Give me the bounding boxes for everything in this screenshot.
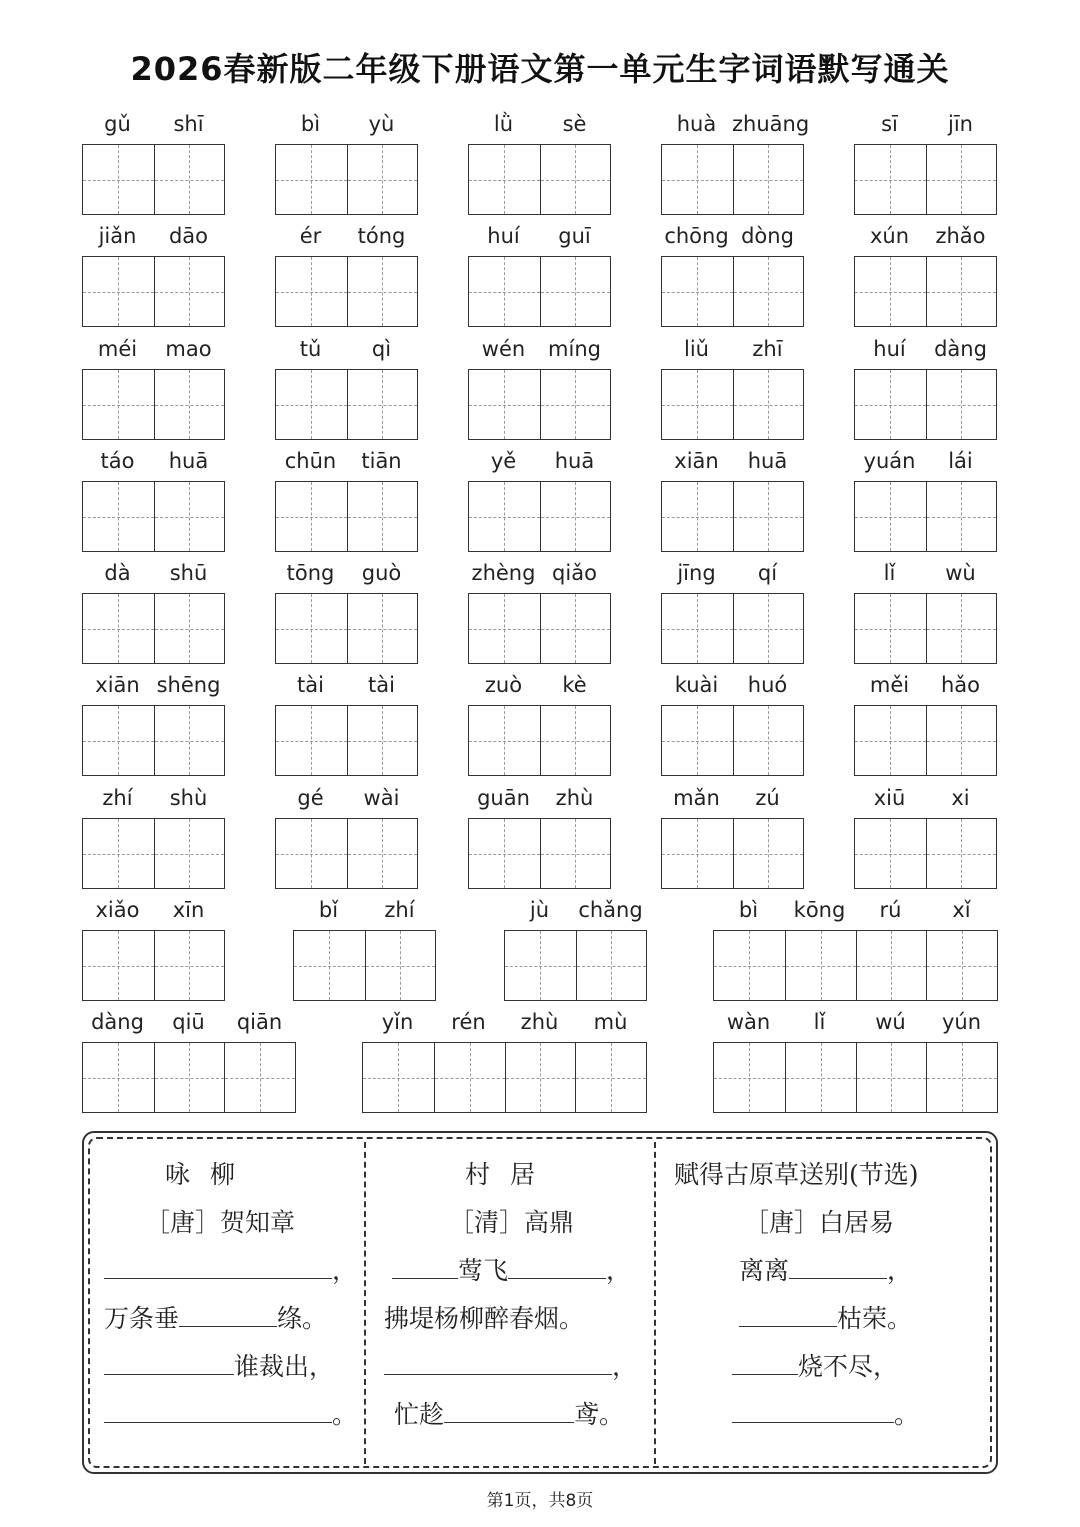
pinyin-label: qiū: [172, 1010, 205, 1034]
pinyin-label: bì: [738, 898, 759, 922]
pinyin-label: chōng: [664, 224, 729, 248]
answer-blank[interactable]: [104, 1256, 332, 1279]
pinyin-label: xún: [869, 224, 910, 248]
writing-cell[interactable]: [855, 145, 926, 214]
writing-cell[interactable]: [469, 594, 540, 663]
pinyin-label: huā: [168, 449, 209, 473]
poem-author: ［唐］白居易: [744, 1208, 895, 1237]
writing-cell[interactable]: [469, 706, 540, 775]
writing-cell[interactable]: [434, 1043, 505, 1112]
writing-cell[interactable]: [154, 594, 225, 663]
poem-line-1: 莺飞 ，: [392, 1256, 631, 1286]
writing-grid: [275, 705, 418, 776]
pinyin-label: mù: [593, 1010, 628, 1034]
pinyin-label: shū: [169, 561, 208, 585]
writing-cell[interactable]: [505, 1043, 576, 1112]
writing-cell[interactable]: [662, 370, 733, 439]
writing-grid: [661, 369, 804, 440]
pinyin-label: zhí: [102, 786, 133, 810]
writing-cell[interactable]: [662, 145, 733, 214]
writing-cell[interactable]: [540, 145, 611, 214]
pinyin-label: huó: [747, 673, 788, 697]
pinyin-label: guò: [361, 561, 402, 585]
writing-cell[interactable]: [540, 482, 611, 551]
writing-cell[interactable]: [733, 819, 804, 888]
pinyin-label: tài: [368, 673, 395, 697]
writing-cell[interactable]: [856, 931, 927, 1000]
writing-cell[interactable]: [926, 482, 997, 551]
writing-cell[interactable]: [154, 145, 225, 214]
pinyin-label: rén: [451, 1010, 486, 1034]
pinyin-label: táo: [100, 449, 135, 473]
writing-cell[interactable]: [733, 482, 804, 551]
writing-cell[interactable]: [83, 257, 154, 326]
pinyin-label: tōng: [286, 561, 335, 585]
pinyin-label: huí: [873, 337, 906, 361]
pinyin-label: wú: [875, 1010, 906, 1034]
poem-line-2: 枯荣。: [739, 1304, 912, 1334]
writing-grid: [82, 1042, 296, 1113]
writing-cell[interactable]: [785, 1043, 856, 1112]
pinyin-label: zhī: [752, 337, 783, 361]
writing-grid: [82, 481, 225, 552]
writing-grid: [854, 818, 997, 889]
writing-cell[interactable]: [540, 257, 611, 326]
pinyin-label: lǐ: [813, 1010, 826, 1034]
writing-cell[interactable]: [576, 931, 647, 1000]
pinyin-label: qiān: [236, 1010, 283, 1034]
writing-cell[interactable]: [926, 370, 997, 439]
writing-cell[interactable]: [154, 819, 225, 888]
writing-cell[interactable]: [276, 706, 347, 775]
writing-cell[interactable]: [469, 145, 540, 214]
pinyin-label: bǐ: [318, 898, 339, 922]
writing-grid: [468, 256, 611, 327]
writing-cell[interactable]: [714, 931, 785, 1000]
writing-cell[interactable]: [540, 706, 611, 775]
writing-cell[interactable]: [83, 1043, 154, 1112]
writing-cell[interactable]: [276, 370, 347, 439]
writing-grid: [854, 256, 997, 327]
pinyin-label: chūn: [284, 449, 337, 473]
pinyin-label: zhǎo: [935, 224, 986, 248]
writing-grid: [661, 705, 804, 776]
writing-grid: [468, 593, 611, 664]
writing-cell[interactable]: [154, 1043, 225, 1112]
pinyin-label: ér: [299, 224, 322, 248]
pinyin-label: wén: [481, 337, 526, 361]
writing-grid: [713, 1042, 998, 1113]
writing-grid: [293, 930, 436, 1001]
pinyin-label: gé: [297, 786, 324, 810]
writing-cell[interactable]: [855, 257, 926, 326]
writing-cell[interactable]: [926, 257, 997, 326]
pinyin-label: dàng: [91, 1010, 144, 1034]
writing-cell[interactable]: [785, 931, 856, 1000]
pinyin-label: sè: [562, 112, 587, 136]
pinyin-label: liǔ: [684, 337, 709, 361]
pinyin-label: yù: [368, 112, 395, 136]
writing-cell[interactable]: [714, 1043, 785, 1112]
writing-cell[interactable]: [662, 482, 733, 551]
pinyin-label: kōng: [793, 898, 846, 922]
writing-grid: [275, 144, 418, 215]
pinyin-label: tǔ: [299, 337, 322, 361]
writing-grid: [468, 369, 611, 440]
pinyin-label: huà: [676, 112, 717, 136]
pinyin-label: zú: [755, 786, 780, 810]
writing-grid: [82, 593, 225, 664]
pinyin-label: xi: [951, 786, 970, 810]
writing-cell[interactable]: [276, 482, 347, 551]
answer-blank[interactable]: [392, 1256, 458, 1279]
pinyin-label: xiū: [873, 786, 906, 810]
writing-grid: [468, 144, 611, 215]
writing-cell[interactable]: [926, 1043, 997, 1112]
writing-grid: [82, 818, 225, 889]
writing-grid: [468, 818, 611, 889]
writing-cell[interactable]: [855, 706, 926, 775]
pinyin-label: xiǎo: [95, 898, 140, 922]
pinyin-label: shēng: [156, 673, 221, 697]
writing-cell[interactable]: [363, 1043, 434, 1112]
pinyin-label: kè: [562, 673, 587, 697]
writing-grid: [661, 256, 804, 327]
answer-blank[interactable]: [732, 1400, 894, 1423]
writing-grid: [468, 705, 611, 776]
writing-cell[interactable]: [347, 594, 418, 663]
writing-cell[interactable]: [347, 257, 418, 326]
page-title: 2026春新版二年级下册语文第一单元生字词语默写通关: [130, 50, 950, 88]
pinyin-label: yě: [490, 449, 517, 473]
writing-cell[interactable]: [294, 931, 365, 1000]
answer-blank[interactable]: [104, 1352, 234, 1375]
pinyin-label: zhèng: [471, 561, 536, 585]
pinyin-label: guān: [477, 786, 530, 810]
writing-cell[interactable]: [926, 931, 997, 1000]
pinyin-label: qiǎo: [552, 561, 597, 585]
pinyin-label: shù: [169, 786, 208, 810]
pinyin-label: chǎng: [578, 898, 643, 922]
pinyin-label: wài: [363, 786, 400, 810]
pinyin-label: xiān: [674, 449, 719, 473]
writing-grid: [275, 256, 418, 327]
writing-cell[interactable]: [347, 819, 418, 888]
pinyin-label: měi: [869, 673, 910, 697]
pinyin-label: dòng: [741, 224, 794, 248]
poem-title: 村居: [465, 1160, 556, 1189]
pinyin-label: rú: [879, 898, 902, 922]
writing-grid: [854, 593, 997, 664]
poem-line-4: 。: [104, 1400, 357, 1430]
pinyin-label: xiān: [95, 673, 140, 697]
writing-cell[interactable]: [733, 257, 804, 326]
poem-line-2: 拂堤杨柳醉春烟。: [384, 1304, 585, 1333]
writing-cell[interactable]: [154, 257, 225, 326]
pinyin-label: huí: [487, 224, 520, 248]
writing-cell[interactable]: [855, 819, 926, 888]
poem-line-4: 。: [732, 1400, 919, 1430]
pinyin-label: dāo: [168, 224, 209, 248]
writing-grid: [82, 256, 225, 327]
answer-blank[interactable]: [179, 1304, 277, 1327]
pinyin-label: tài: [297, 673, 324, 697]
pinyin-label: tóng: [357, 224, 406, 248]
pinyin-label: lǐ: [883, 561, 896, 585]
pinyin-label: hǎo: [940, 673, 981, 697]
writing-grid: [82, 930, 225, 1001]
pinyin-label: zuò: [484, 673, 523, 697]
writing-cell[interactable]: [505, 931, 576, 1000]
answer-blank[interactable]: [104, 1400, 332, 1423]
writing-cell[interactable]: [733, 145, 804, 214]
writing-grid: [661, 593, 804, 664]
pinyin-label: jīn: [948, 112, 973, 136]
writing-grid: [362, 1042, 647, 1113]
writing-grid: [661, 144, 804, 215]
writing-cell[interactable]: [540, 370, 611, 439]
answer-blank[interactable]: [384, 1352, 612, 1375]
pinyin-label: qí: [757, 561, 778, 585]
writing-grid: [854, 481, 997, 552]
pinyin-label: bì: [300, 112, 321, 136]
pinyin-label: tiān: [361, 449, 402, 473]
writing-grid: [82, 144, 225, 215]
writing-cell[interactable]: [926, 145, 997, 214]
poem-line-3: 谁裁出，: [104, 1352, 334, 1382]
writing-cell[interactable]: [662, 257, 733, 326]
writing-grid: [854, 705, 997, 776]
pinyin-label: dàng: [934, 337, 987, 361]
poem-divider: [364, 1142, 366, 1464]
writing-cell[interactable]: [733, 706, 804, 775]
poem-line-4: 忙趁 鸢。: [394, 1400, 625, 1429]
answer-blank[interactable]: [739, 1304, 837, 1327]
writing-cell[interactable]: [469, 819, 540, 888]
pinyin-label: dà: [104, 561, 131, 585]
answer-blank[interactable]: [789, 1256, 887, 1279]
writing-cell[interactable]: [83, 145, 154, 214]
writing-cell[interactable]: [662, 706, 733, 775]
writing-cell[interactable]: [575, 1043, 646, 1112]
writing-cell[interactable]: [347, 370, 418, 439]
writing-cell[interactable]: [855, 482, 926, 551]
writing-cell[interactable]: [154, 370, 225, 439]
pinyin-label: qì: [371, 337, 392, 361]
pinyin-label: zhí: [384, 898, 415, 922]
pinyin-label: xǐ: [952, 898, 971, 922]
writing-cell[interactable]: [855, 594, 926, 663]
writing-cell[interactable]: [83, 819, 154, 888]
pinyin-label: zhù: [555, 786, 594, 810]
writing-grid: [854, 144, 997, 215]
writing-cell[interactable]: [83, 370, 154, 439]
writing-cell[interactable]: [662, 594, 733, 663]
answer-blank[interactable]: [444, 1400, 574, 1423]
writing-grid: [275, 818, 418, 889]
writing-cell[interactable]: [276, 145, 347, 214]
writing-cell[interactable]: [469, 482, 540, 551]
pinyin-label: huā: [554, 449, 595, 473]
writing-cell[interactable]: [224, 1043, 295, 1112]
pinyin-label: yún: [941, 1010, 982, 1034]
writing-grid: [713, 930, 998, 1001]
writing-grid: [275, 593, 418, 664]
writing-grid: [854, 369, 997, 440]
poem-line-3: ，: [384, 1352, 637, 1382]
pinyin-label: jīng: [677, 561, 716, 585]
poem-line-3: 烧不尽，: [732, 1352, 898, 1382]
writing-cell[interactable]: [662, 819, 733, 888]
writing-grid: [82, 705, 225, 776]
pinyin-label: huā: [747, 449, 788, 473]
pinyin-label: jiǎn: [98, 224, 137, 248]
writing-cell[interactable]: [347, 482, 418, 551]
pinyin-label: mǎn: [673, 786, 720, 810]
writing-cell[interactable]: [347, 706, 418, 775]
pinyin-label: míng: [548, 337, 601, 361]
writing-cell[interactable]: [365, 931, 436, 1000]
poem-title: 咏柳: [165, 1160, 256, 1189]
writing-cell[interactable]: [540, 594, 611, 663]
writing-cell[interactable]: [469, 370, 540, 439]
pinyin-label: zhuāng: [732, 112, 810, 136]
writing-cell[interactable]: [540, 819, 611, 888]
writing-cell[interactable]: [856, 1043, 927, 1112]
writing-grid: [275, 481, 418, 552]
writing-grid: [82, 369, 225, 440]
poem-line-1: 离离 ，: [739, 1256, 913, 1285]
pinyin-label: xīn: [172, 898, 205, 922]
writing-cell[interactable]: [926, 706, 997, 775]
writing-grid: [504, 930, 647, 1001]
pinyin-label: guī: [558, 224, 591, 248]
answer-blank[interactable]: [732, 1352, 798, 1375]
writing-cell[interactable]: [276, 819, 347, 888]
writing-cell[interactable]: [926, 594, 997, 663]
writing-cell[interactable]: [83, 931, 154, 1000]
poem-divider: [654, 1142, 656, 1464]
pinyin-label: kuài: [674, 673, 719, 697]
writing-cell[interactable]: [83, 594, 154, 663]
pinyin-label: yǐn: [381, 1010, 414, 1034]
pinyin-label: sī: [881, 112, 898, 136]
poem-author: ［清］高鼎: [449, 1208, 575, 1237]
pinyin-label: yuán: [863, 449, 916, 473]
pinyin-label: shī: [173, 112, 204, 136]
writing-cell[interactable]: [347, 145, 418, 214]
answer-blank[interactable]: [508, 1256, 606, 1279]
pinyin-label: mao: [165, 337, 212, 361]
poem-title: 赋得古原草送别(节选): [674, 1160, 919, 1189]
pinyin-label: lái: [948, 449, 973, 473]
pinyin-label: méi: [97, 337, 138, 361]
writing-cell[interactable]: [83, 482, 154, 551]
pinyin-label: zhù: [520, 1010, 559, 1034]
writing-cell[interactable]: [276, 257, 347, 326]
writing-cell[interactable]: [154, 482, 225, 551]
writing-grid: [468, 481, 611, 552]
pinyin-label: wàn: [726, 1010, 771, 1034]
writing-cell[interactable]: [926, 819, 997, 888]
poem-author: ［唐］贺知章: [145, 1208, 296, 1237]
writing-cell[interactable]: [733, 594, 804, 663]
poem-line-2: 万条垂 绦。: [104, 1304, 328, 1333]
writing-cell[interactable]: [855, 370, 926, 439]
writing-cell[interactable]: [83, 706, 154, 775]
pinyin-label: lǜ: [493, 112, 514, 136]
writing-cell[interactable]: [154, 931, 225, 1000]
pinyin-label: gǔ: [104, 112, 131, 136]
writing-grid: [661, 818, 804, 889]
writing-grid: [661, 481, 804, 552]
writing-cell[interactable]: [733, 370, 804, 439]
pinyin-label: jù: [529, 898, 550, 922]
poem-line-1: ，: [104, 1256, 357, 1286]
writing-cell[interactable]: [276, 594, 347, 663]
writing-cell[interactable]: [469, 257, 540, 326]
writing-cell[interactable]: [154, 706, 225, 775]
page-footer: 第1页，共8页: [486, 1491, 594, 1511]
pinyin-label: wù: [945, 561, 976, 585]
writing-grid: [275, 369, 418, 440]
